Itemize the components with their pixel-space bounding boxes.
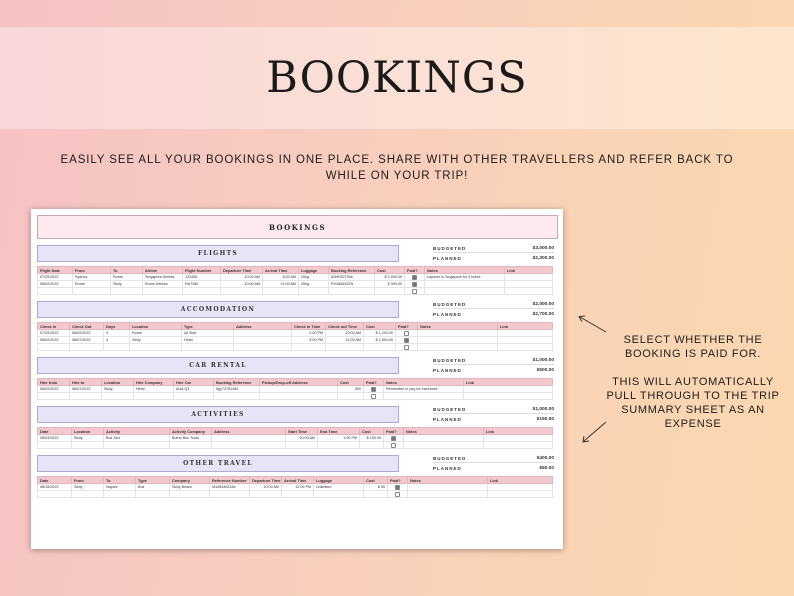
table-cell[interactable] [210,491,250,498]
hero-banner [0,27,794,129]
section-name: OTHER TRAVEL [37,455,399,472]
column-header: Activity Company [170,428,212,435]
table-cell[interactable]: 123456 [183,274,221,281]
table-cell[interactable] [212,435,286,442]
column-header: Booking Reference [329,267,375,274]
column-header: Departure Time [250,477,282,484]
table-cell[interactable]: $ 50 [364,484,388,491]
table-cell[interactable] [498,344,553,351]
table-cell[interactable]: $ 2,000.00 [375,274,405,281]
column-header: Departure Time [221,267,263,274]
table-row [38,288,553,295]
table-cell[interactable] [338,393,364,400]
column-header: Link [488,477,553,484]
table-cell[interactable]: 10:00 AM [250,484,282,491]
table-header-row [38,323,553,330]
table-cell[interactable] [318,442,360,449]
column-header: Company [170,477,210,484]
column-header: Hire Company [134,379,174,386]
table-cell[interactable] [286,442,318,449]
table-cell[interactable]: 11:00 AM [263,281,299,288]
column-header: Arrival Time [263,267,299,274]
budgeted-label: BUDGETED [433,407,467,412]
column-header: Notes [408,477,488,484]
table-cell[interactable]: 12:00 PM [282,484,314,491]
table-cell[interactable]: Sicily [130,337,182,344]
column-header: Link [484,428,553,435]
section-activities [37,406,558,449]
table-cell[interactable]: Rome [111,274,143,281]
column-header: Pickup/Drop-off Address [260,379,338,386]
column-header: Hire from [38,379,70,386]
column-header: Check In Time [292,323,326,330]
table-cell[interactable] [183,288,221,295]
table-row [38,435,553,442]
table-cell[interactable] [263,288,299,295]
table-header-row [38,379,553,386]
column-header: Cost [364,323,396,330]
column-header: Activity [104,428,170,435]
table-header-row [38,428,553,435]
section-car-rental [37,357,558,400]
section-name: FLIGHTS [37,245,399,262]
table-cell[interactable] [425,281,505,288]
column-header: Luggage [299,267,329,274]
paid-checkbox[interactable] [395,485,400,490]
table-cell[interactable]: Rome Airlines [143,281,183,288]
column-header: Notes [418,323,498,330]
table-row [38,393,553,400]
section-name: ACTIVITIES [37,406,399,423]
table-row [38,344,553,351]
column-header: Check out Time [326,323,364,330]
table-cell[interactable]: 10:00 AM [286,435,318,442]
column-header: From [73,267,111,274]
note-expense: THIS WILL AUTOMATICALLY PULL THROUGH TO THE TRIP SUMMARY SHEET AS AN EXPENSE [606,376,780,430]
note-paid: SELECT WHETHER THE BOOKING IS PAID FOR. [623,334,763,360]
table-cell[interactable]: 3:00 PM [292,337,326,344]
budgeted-value: $1,000.00 [532,407,554,412]
table-row [38,274,553,281]
column-header: Link [464,379,553,386]
table-cell[interactable]: 4 [104,330,130,337]
table-cell[interactable] [38,393,70,400]
paid-checkbox[interactable] [412,282,417,287]
table-cell[interactable] [384,393,464,400]
table-cell[interactable]: 11:00 AM [326,337,364,344]
table-cell[interactable] [143,288,183,295]
column-header: Location [72,428,104,435]
table-row [38,484,553,491]
column-header: Type [182,323,234,330]
column-header: Hire to [70,379,102,386]
table-cell[interactable] [488,491,553,498]
column-header: Notes [384,379,464,386]
table-cell[interactable] [104,344,130,351]
table-cell[interactable] [182,344,234,351]
table-cell[interactable] [282,491,314,498]
bookings-table [37,322,553,351]
table-cell[interactable] [408,491,488,498]
paid-checkbox[interactable] [391,443,396,448]
arrow-upper-icon [574,312,610,336]
section-header [37,455,558,472]
section-name: ACCOMODATION [37,301,399,318]
paid-cell [388,484,408,491]
sections-container [37,245,558,498]
table-cell[interactable] [134,393,174,400]
table-cell[interactable] [375,288,405,295]
table-cell[interactable] [464,386,553,393]
column-header: Location [130,323,182,330]
column-header: Cost [364,477,388,484]
section-header [37,357,558,374]
table-cell[interactable] [38,491,72,498]
table-cell[interactable] [505,281,553,288]
table-row [38,491,553,498]
planned-value: $2,700.00 [532,311,554,317]
section-accomodation [37,301,558,351]
table-cell[interactable] [70,393,102,400]
table-cell[interactable]: Naples [104,484,136,491]
table-cell[interactable] [104,442,170,449]
arrow-lower-icon [578,418,610,446]
table-cell[interactable]: $ 1,500.00 [364,337,396,344]
budget-summary [399,301,558,318]
planned-value: $2,300.00 [532,255,554,261]
table-cell[interactable] [212,442,286,449]
table-cell[interactable]: 08/02/2023 [38,281,73,288]
table-row [38,281,553,288]
spreadsheet-preview [31,209,563,549]
paid-cell [396,337,418,344]
planned-label: PLANNED [433,465,462,471]
table-row [38,386,553,393]
table-cell[interactable] [234,344,292,351]
planned-value: $150.00 [536,416,554,422]
table-cell[interactable]: $ 1,200.00 [364,330,396,337]
column-header: Type [136,477,170,484]
column-header: Hire Car [174,379,214,386]
section-name: CAR RENTAL [37,357,399,374]
section-header [37,301,558,318]
paid-cell [384,442,404,449]
table-cell[interactable]: Rome [130,330,182,337]
table-cell[interactable]: Bus Tour [104,435,170,442]
column-header: Paid? [388,477,408,484]
table-row [38,442,553,449]
sheet-title: BOOKINGS [37,215,558,239]
column-header: From [72,477,104,484]
table-header-row [38,477,553,484]
column-header: Paid? [364,379,384,386]
paid-checkbox[interactable] [371,387,376,392]
column-header: Check Out [70,323,104,330]
budget-summary [399,357,558,374]
page-title: BOOKINGS [266,53,528,103]
budget-summary [399,245,558,262]
section-header [37,406,558,423]
table-cell[interactable] [214,393,260,400]
table-cell[interactable]: 08/07/2023 [70,386,102,393]
table-cell[interactable]: Sicily [72,484,104,491]
column-header: Paid? [396,323,418,330]
table-cell[interactable] [72,442,104,449]
table-cell[interactable] [292,344,326,351]
budget-summary [399,406,558,423]
table-cell[interactable]: 08/15/2023 [38,484,72,491]
table-cell[interactable]: Sicily [102,386,134,393]
table-cell[interactable]: Audi Q3 [174,386,214,393]
table-cell[interactable]: Remember to pay for insurance [384,386,464,393]
table-cell[interactable]: 10:00 AM [221,274,263,281]
column-header: Notes [404,428,484,435]
paid-cell [388,491,408,498]
budgeted-value: $1,000.00 [532,358,554,363]
paid-checkbox[interactable] [404,338,409,343]
section-other-travel [37,455,558,498]
table-cell[interactable]: RX2884422N [329,281,375,288]
table-cell[interactable]: Bus [136,484,170,491]
budgeted-label: BUDGETED [433,302,467,307]
table-cell[interactable]: 08/02/2023 [38,337,70,344]
table-cell[interactable] [260,386,338,393]
table-cell[interactable]: $ 150.00 [360,435,384,442]
paid-checkbox[interactable] [371,394,376,399]
table-cell[interactable] [260,393,338,400]
table-cell[interactable] [484,442,553,449]
planned-label: PLANNED [433,416,462,422]
column-header: Location [102,379,134,386]
table-cell[interactable]: 5gy73781466 [214,386,260,393]
column-header: Arrival Time [282,477,314,484]
column-header: Check In [38,323,70,330]
column-header: Airline [143,267,183,274]
table-cell[interactable]: 20kg [299,281,329,288]
column-header: Cost [360,428,384,435]
table-cell[interactable] [170,491,210,498]
budgeted-value: $2,000.00 [532,302,554,307]
table-cell[interactable]: 10:00 AM [326,330,364,337]
table-cell[interactable] [329,288,375,295]
paid-checkbox[interactable] [404,345,409,350]
table-cell[interactable]: 08/02/2023 [70,330,104,337]
table-cell[interactable] [464,393,553,400]
paid-cell [364,393,384,400]
column-header: Notes [425,267,505,274]
column-header: Date [38,477,72,484]
table-cell[interactable]: 07/29/2023 [38,274,73,281]
column-header: Link [505,267,553,274]
table-cell[interactable] [70,344,104,351]
planned-label: PLANNED [433,255,462,261]
table-cell[interactable]: M4454462346 [210,484,250,491]
table-cell[interactable]: 4 [104,337,130,344]
table-cell[interactable] [102,393,134,400]
table-cell[interactable]: 07/29/2023 [38,330,70,337]
table-cell[interactable]: Sydney [73,274,111,281]
table-cell[interactable]: Sicily Buses [170,484,210,491]
table-cell[interactable] [72,491,104,498]
table-cell[interactable]: 08/03/2023 [38,435,72,442]
column-header: Flight Number [183,267,221,274]
subtitle: EASILY SEE ALL YOUR BOOKINGS IN ONE PLACE. SHARE WITH OTHER TRAVELLERS AND REFER BACK TO WHILE ON YOUR TRIP! [60,154,734,182]
table-cell[interactable] [326,344,364,351]
paid-cell [405,274,425,281]
table-cell[interactable]: Sicily [111,281,143,288]
section-header [37,245,558,262]
planned-label: PLANNED [433,367,462,373]
table-cell[interactable] [418,330,498,337]
paid-cell [405,281,425,288]
table-cell[interactable] [314,491,364,498]
paid-checkbox[interactable] [412,275,417,280]
table-cell[interactable]: RA7380 [183,281,221,288]
paid-cell [384,435,404,442]
column-header: Cost [338,379,364,386]
bookings-table [37,427,553,449]
paid-cell [396,344,418,351]
planned-label: PLANNED [433,311,462,317]
column-header: Cost [375,267,405,274]
table-cell[interactable]: 20kg [299,274,329,281]
table-cell[interactable]: Hertz [134,386,174,393]
bookings-table [37,476,553,498]
column-header: Luggage [314,477,364,484]
paid-cell [396,330,418,337]
budgeted-label: BUDGETED [433,358,467,363]
table-cell[interactable] [221,288,263,295]
column-header: Flight Date [38,267,73,274]
table-cell[interactable] [488,484,553,491]
bookings-table [37,378,553,400]
table-cell[interactable] [360,442,384,449]
column-header: Address [234,323,292,330]
budgeted-value: $400.00 [536,456,554,461]
table-cell[interactable]: 2:00 PM [292,330,326,337]
table-cell[interactable] [404,435,484,442]
table-header-row [38,267,553,274]
column-header: Paid? [405,267,425,274]
table-cell[interactable] [170,442,212,449]
table-cell[interactable] [425,288,505,295]
table-cell[interactable] [404,442,484,449]
column-header: Start Time [286,428,318,435]
table-cell[interactable] [364,491,388,498]
column-header: Date [38,428,72,435]
table-cell[interactable] [111,288,143,295]
table-cell[interactable] [73,288,111,295]
paid-checkbox[interactable] [404,331,409,336]
table-cell[interactable] [408,484,488,491]
paid-checkbox[interactable] [412,289,417,294]
table-cell[interactable] [136,491,170,498]
table-cell[interactable] [364,344,396,351]
table-cell[interactable]: Hotel [182,337,234,344]
table-cell[interactable] [505,274,553,281]
table-cell[interactable] [299,288,329,295]
planned-value: $500.00 [536,367,554,373]
table-cell[interactable] [418,344,498,351]
paid-cell [364,386,384,393]
table-cell[interactable]: Unlimited [314,484,364,491]
table-cell[interactable] [484,435,553,442]
table-cell[interactable]: A0HF827546 [329,274,375,281]
section-flights [37,245,558,295]
table-cell[interactable] [250,491,282,498]
table-cell[interactable] [234,337,292,344]
column-header: Address [212,428,286,435]
table-cell[interactable]: 08/02/2023 [38,386,70,393]
table-cell[interactable] [418,337,498,344]
table-cell[interactable]: 10:00 AM [221,281,263,288]
table-cell[interactable] [38,288,73,295]
column-header: Days [104,323,130,330]
table-cell[interactable]: Sicily [72,435,104,442]
budgeted-label: BUDGETED [433,246,467,251]
column-header: Link [498,323,553,330]
budget-summary [399,455,558,472]
paid-cell [405,288,425,295]
table-cell[interactable] [498,330,553,337]
column-header: To [111,267,143,274]
table-cell[interactable] [130,344,182,351]
column-header: To [104,477,136,484]
table-cell[interactable] [38,344,70,351]
table-row [38,337,553,344]
bookings-table [37,266,553,295]
column-header: End Time [318,428,360,435]
paid-checkbox[interactable] [391,436,396,441]
table-cell[interactable]: 500 [338,386,364,393]
table-cell[interactable]: Rome [73,281,111,288]
column-header: Reference Number [210,477,250,484]
table-cell[interactable]: 08/07/2023 [70,337,104,344]
table-cell[interactable]: Air Bnb [182,330,234,337]
table-cell[interactable]: 5:00 AM [263,274,299,281]
budgeted-label: BUDGETED [433,456,467,461]
column-header: Paid? [384,428,404,435]
budgeted-value: $3,000.00 [532,246,554,251]
table-cell[interactable]: $ 300.00 [375,281,405,288]
table-cell[interactable]: Singapore Airlines [143,274,183,281]
table-cell[interactable] [498,337,553,344]
table-cell[interactable] [234,330,292,337]
column-header: Booking Reference [214,379,260,386]
paid-checkbox[interactable] [395,492,400,497]
table-cell[interactable]: Layover in Singapore for 4 hours [425,274,505,281]
table-cell[interactable]: Bumb Bus Tours [170,435,212,442]
table-cell[interactable]: 1:00 PM [318,435,360,442]
table-row [38,330,553,337]
table-cell[interactable] [505,288,553,295]
planned-value: $50.00 [539,465,554,471]
table-cell[interactable] [38,442,72,449]
table-cell[interactable] [174,393,214,400]
table-cell[interactable] [104,491,136,498]
